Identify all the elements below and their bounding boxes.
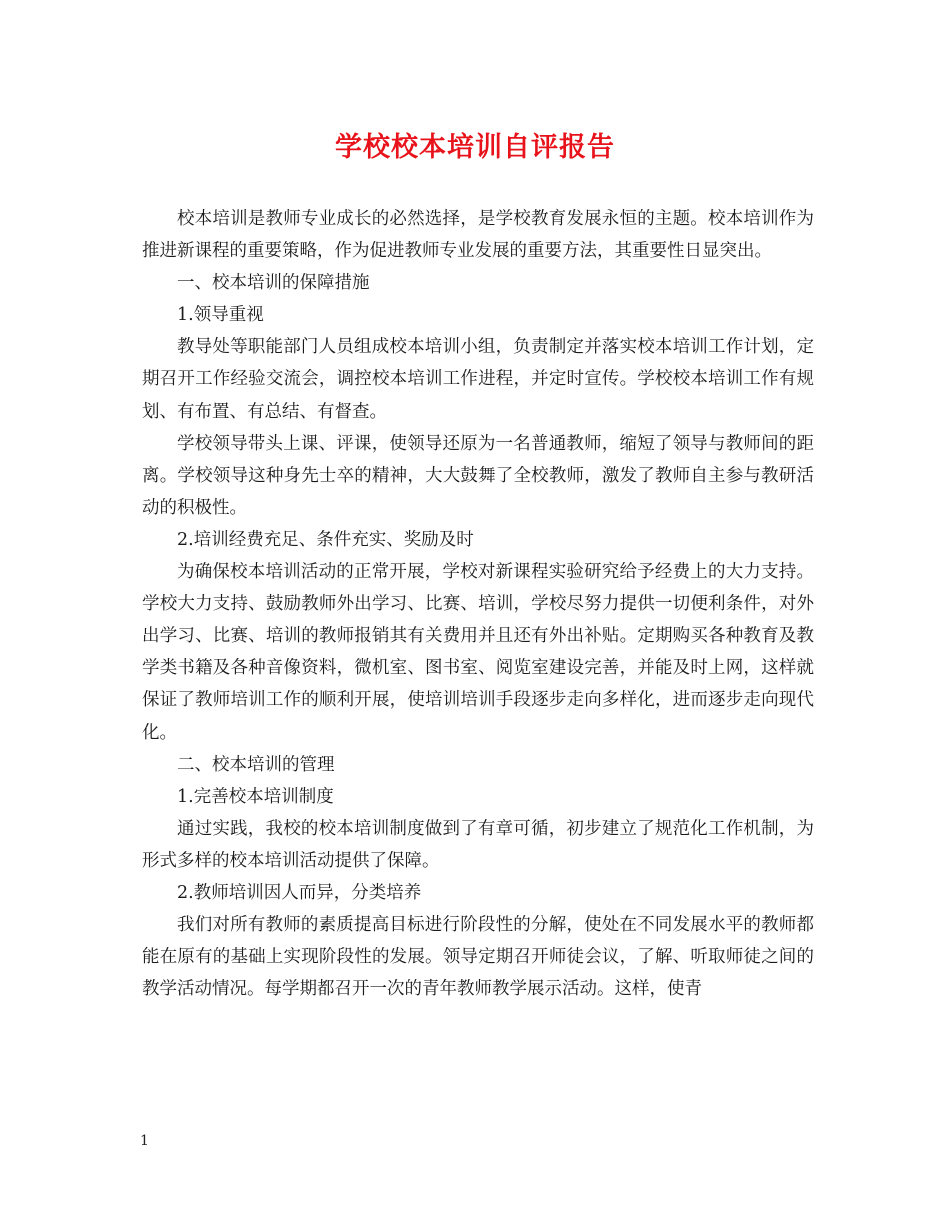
subsection-heading-2-1: 1.完善校本培训制度 [177, 786, 334, 807]
section-heading-2: 二、校本培训的管理 [177, 754, 335, 775]
paragraph: 通过实践，我校的校本培训制度做到了有章可循，初步建立了规范化工作机制，为形式多样的校本培训活动提供了保障。 [142, 818, 814, 871]
subsection-heading-1-2: 2.培训经费充足、条件充实、奖励及时 [177, 529, 474, 550]
paragraph: 我们对所有教师的素质提高目标进行阶段性的分解，使处在不同发展水平的教师都能在原有的基础上实现阶段性的发展。领导定期召开师徒会议，了解、听取师徒之间的教学活动情况。每学期都召开一次的青年教师教学展示活动。这样，使青 [142, 915, 814, 1000]
paragraph: 学校领导带头上课、评课，使领导还原为一名普通教师，缩短了领导与教师间的距离。学校领导这种身先士卒的精神，大大鼓舞了全校教师，激发了教师自主参与教研活动的积极性。 [142, 433, 814, 518]
paragraph: 为确保校本培训活动的正常开展，学校对新课程实验研究给予经费上的大力支持。学校大力支持、鼓励教师外出学习、比赛、培训，学校尽努力提供一切便利条件，对外出学习、比赛、培训的教师报销其有关费用并且还有外出补贴。定期购买各种教育及教学类书籍及各种音像资料，微机室、图书室、阅览室建设完善，并能及时上网，这样就保证了教师培训工作的顺利开展，使培训培训手段逐步走向多样化，进而逐步走向现代化。 [142, 562, 814, 743]
page-number: 1 [140, 1133, 149, 1149]
document-title: 学校校本培训自评报告 [335, 132, 615, 163]
section-heading-1: 一、校本培训的保障措施 [177, 273, 370, 294]
paragraph-intro: 校本培训是教师专业成长的必然选择，是学校教育发展永恒的主题。校本培训作为推进新课程的重要策略，作为促进教师专业发展的重要方法，其重要性日显突出。 [142, 209, 814, 262]
subsection-heading-2-2: 2.教师培训因人而异，分类培养 [177, 882, 422, 903]
subsection-heading-1-1: 1.领导重视 [177, 305, 264, 326]
paragraph: 教导处等职能部门人员组成校本培训小组，负责制定并落实校本培训工作计划，定期召开工作经验交流会，调控校本培训工作进程，并定时宣传。学校校本培训工作有规划、有布置、有总结、有督查。 [142, 337, 814, 422]
document-body [142, 203, 814, 1005]
